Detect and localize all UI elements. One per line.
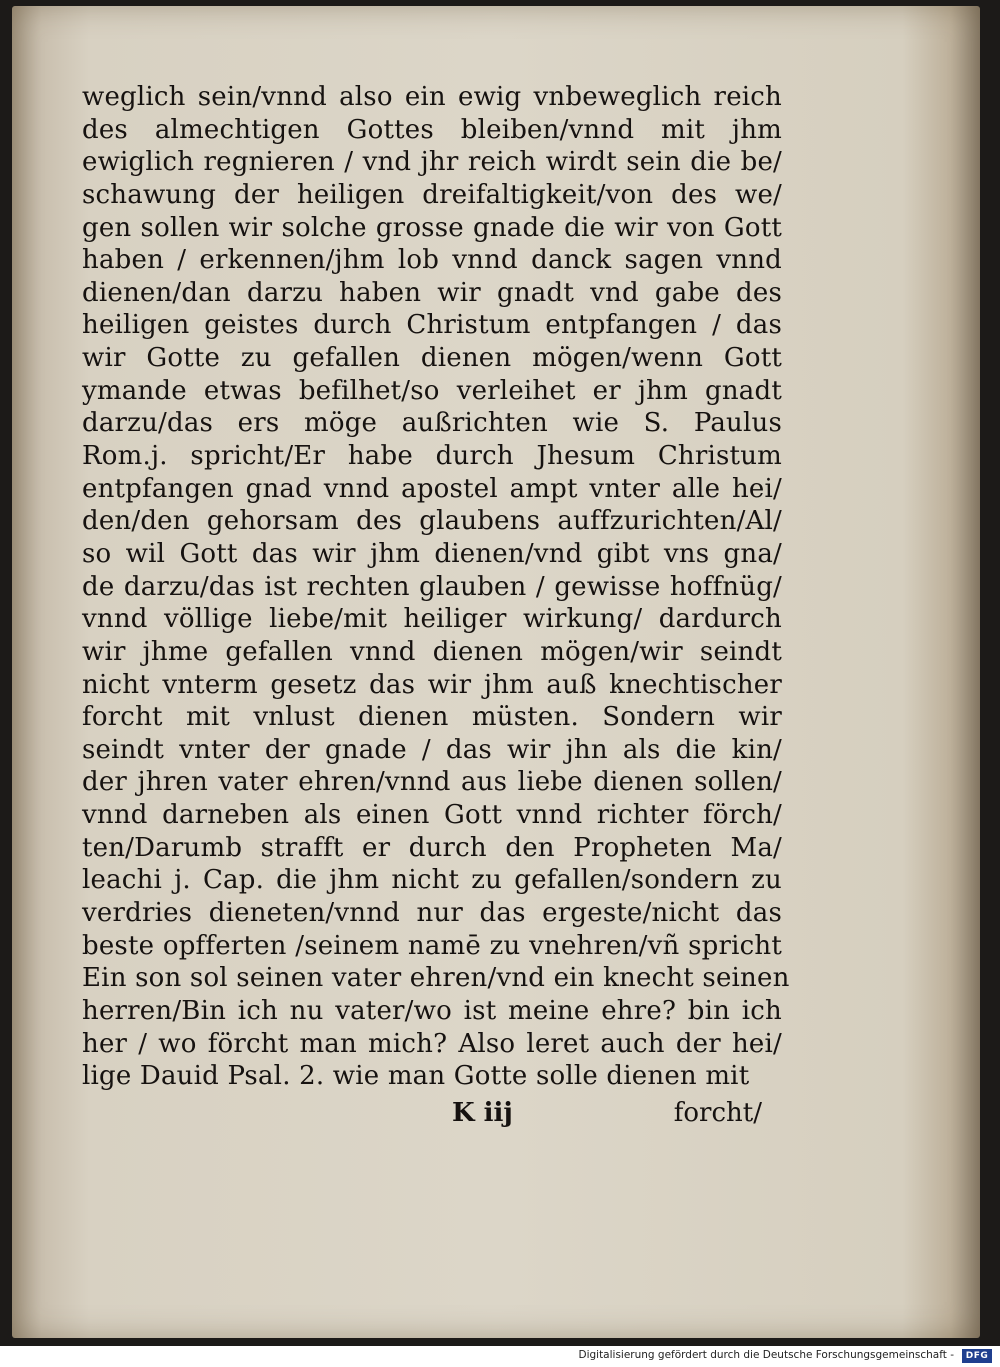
dfg-logo: DFG — [962, 1349, 992, 1363]
text-line: verdries dieneten/vnnd nur das ergeste/nicht das — [82, 898, 782, 929]
text-line: darzu/das ers möge außrichten wie S. Paulus — [82, 408, 782, 439]
text-line: wir Gotte zu gefallen dienen mögen/wenn Gott — [82, 343, 782, 374]
text-line: gen sollen wir solche grosse gnade die wir von Gott — [82, 212, 782, 243]
text-line: seindt vnter der gnade / das wir jhn als die kin/ — [82, 734, 782, 765]
text-line: forcht mit vnlust dienen müsten. Sondern wir — [82, 702, 782, 733]
text-line: Rom.j. spricht/Er habe durch Jhesum Christum — [82, 441, 782, 472]
catchword: forcht/ — [673, 1098, 762, 1128]
text-line: Ein son sol seinen vater ehren/vnd ein knecht seinen — [82, 963, 790, 994]
text-line: wir jhme gefallen vnnd dienen mögen/wir seindt — [82, 636, 782, 667]
text-line: haben / erkennen/jhm lob vnnd danck sagen vnnd — [82, 245, 782, 276]
text-line: so wil Gott das wir jhm dienen/vnd gibt vns gna/ — [82, 538, 782, 569]
text-line: nicht vnterm gesetz das wir jhm auß knechtischer — [82, 669, 782, 700]
text-line: beste opfferten /seinem namē zu vnehren/vñ spricht — [82, 930, 782, 961]
text-line: lige Dauid Psal. 2. wie man Gotte solle dienen mit — [82, 1061, 750, 1092]
text-line: de darzu/das ist rechten glauben / gewisse hoffnüg/ — [82, 571, 782, 602]
text-line: ymande etwas befilhet/so verleihet er jhm gnadt — [82, 375, 782, 406]
text-line: weglich sein/vnnd also ein ewig vnbeweglich reich — [82, 82, 782, 112]
text-line: heiligen geistes durch Christum entpfangen / das — [82, 310, 782, 341]
text-line: dienen/dan darzu haben wir gnadt vnd gabe des — [82, 277, 782, 308]
text-line: vnnd völlige liebe/mit heiliger wirkung/ dardurch — [82, 604, 782, 635]
text-line: ten/Darumb strafft er durch den Propheten Ma/ — [82, 832, 782, 863]
text-line: herren/Bin ich nu vater/wo ist meine ehre? bin ich — [82, 995, 782, 1026]
body-text — [82, 81, 790, 1093]
signature-mark: K iij — [452, 1098, 513, 1128]
funding-notice: Digitalisierung gefördert durch die Deutsche Forschungsgemeinschaft - — [578, 1349, 954, 1361]
text-line: ewiglich regnieren / vnd jhr reich wirdt sein die be/ — [82, 147, 782, 178]
text-line: des almechtigen Gottes bleiben/vnnd mit jhm — [82, 114, 782, 145]
text-line: den/den gehorsam des glaubens auffzurichten/Al/ — [82, 506, 782, 537]
book-page — [12, 6, 980, 1338]
text-line: der jhren vater ehren/vnnd aus liebe dienen sollen/ — [82, 767, 782, 798]
text-line: entpfangen gnad vnnd apostel ampt vnter alle hei/ — [82, 473, 782, 504]
page-footer-line — [82, 1098, 782, 1132]
text-line: her / wo förcht man mich? Also leret auch der hei/ — [82, 1028, 782, 1059]
text-line: vnnd darneben als einen Gott vnnd richter förch/ — [82, 800, 782, 831]
digitization-footer — [0, 1346, 1000, 1367]
text-line: schawung der heiligen dreifaltigkeit/von des we/ — [82, 179, 782, 210]
text-line: leachi j. Cap. die jhm nicht zu gefallen/sondern zu — [82, 865, 782, 896]
